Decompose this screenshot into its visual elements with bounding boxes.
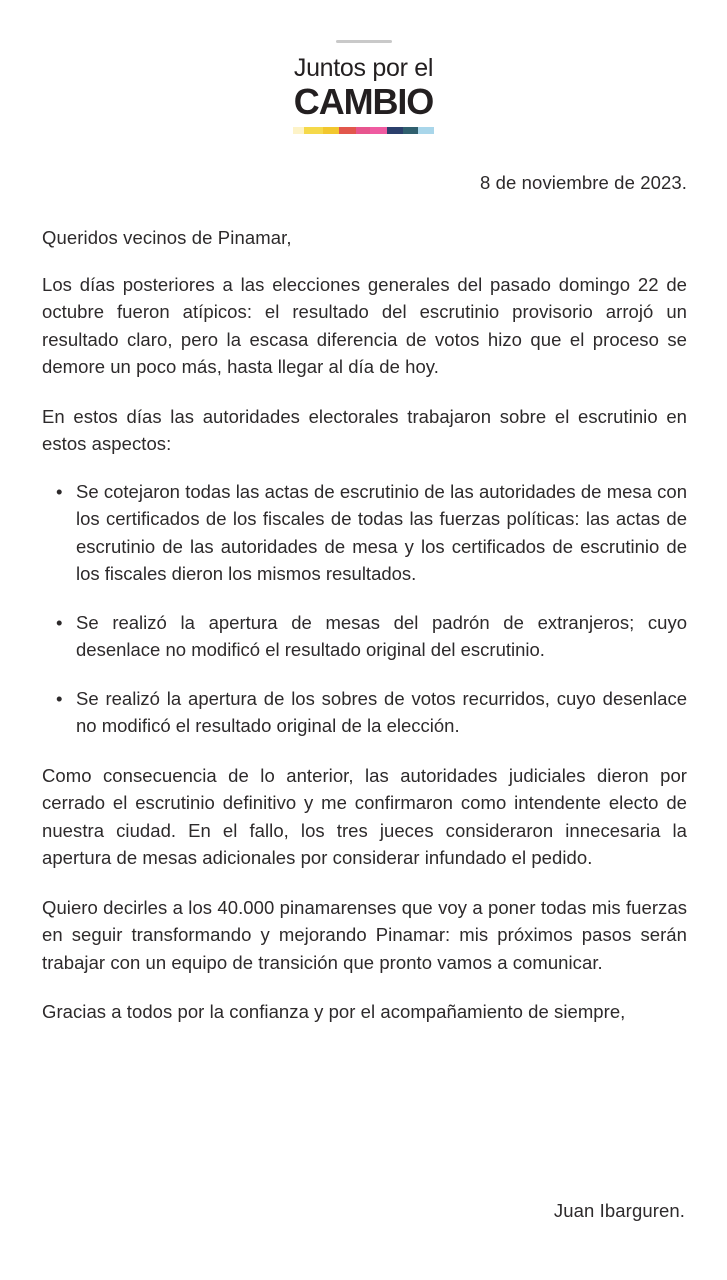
- letter-paragraph-1: Los días posteriores a las elecciones generales del pasado domingo 22 de octubre fueron atípicos: el resultado del escrutinio provisorio arrojó un resultado claro, pero la escasa diferencia de votos hizo que el proceso se demore un poco más, hasta llegar al día de hoy.: [42, 273, 687, 378]
- list-item: [56, 478, 687, 588]
- letter-paragraph-4: Quiero decirles a los 40.000 pinamarenses que voy a poner todas mis fuerzas en seguir transformando y mejorando Pinamar: mis próximos pasos serán trabajar con un equipo de transición que pronto vamos a comunicar.: [42, 896, 687, 973]
- logo-text-juntos-por-el: Juntos por el: [293, 54, 434, 82]
- logo-color-bar: [293, 127, 434, 134]
- logo-text-cambio: CAMBIO: [293, 81, 434, 122]
- letter-paragraph-5: Gracias a todos por la confianza y por el acompañamiento de siempre,: [42, 1001, 626, 1023]
- letter-date: 8 de noviembre de 2023.: [480, 171, 687, 193]
- letter-greeting: Queridos vecinos de Pinamar,: [42, 226, 292, 248]
- list-item-text: Se realizó la apertura de los sobres de votos recurridos, cuyo desenlace no modificó el resultado original de la elección.: [76, 687, 687, 737]
- logo-bar-swatch-3: [323, 127, 339, 134]
- letter-body: [0, 172, 727, 1026]
- logo-bar-swatch-1: [293, 127, 304, 134]
- logo-bar-swatch-5: [356, 127, 370, 134]
- list-item-text: Se cotejaron todas las actas de escrutinio de las autoridades de mesa con los certificados de los fiscales de todas las fuerzas políticas: las actas de escrutinio de las autoridades de mesa y los certificados de escrutinio de los fiscales dieron los mismos resultados.: [76, 480, 687, 585]
- bullet-marker-icon: •: [56, 611, 63, 633]
- bullet-marker-icon: •: [56, 480, 63, 502]
- bullet-marker-icon: •: [56, 687, 63, 709]
- logo-divider-rule: [336, 40, 392, 43]
- list-item-text: Se realizó la apertura de mesas del padrón de extranjeros; cuyo desenlace no modificó el resultado original del escrutinio.: [76, 611, 687, 661]
- letter-bullet-list: [42, 478, 687, 740]
- letter-signature: Juan Ibarguren.: [553, 1200, 685, 1221]
- list-item: [56, 685, 687, 740]
- logo-bar-swatch-2: [304, 127, 323, 134]
- logo-bar-swatch-8: [403, 127, 418, 134]
- organization-logo: [0, 0, 727, 134]
- list-item: [56, 609, 687, 664]
- logo-bar-swatch-6: [370, 127, 387, 134]
- letter-paragraph-3: Como consecuencia de lo anterior, las autoridades judiciales dieron por cerrado el escrutinio definitivo y me confirmaron como intendente electo de nuestra ciudad. En el fallo, los tres jueces consideraron innecesaria la apertura de mesas adicionales por considerar infundado el pedido.: [42, 764, 687, 869]
- logo-bar-swatch-7: [387, 127, 403, 134]
- letter-paragraph-2: En estos días las autoridades electorales trabajaron sobre el escrutinio en estos aspectos:: [42, 405, 687, 455]
- logo-bar-swatch-4: [339, 127, 356, 134]
- logo-bar-swatch-9: [418, 127, 434, 134]
